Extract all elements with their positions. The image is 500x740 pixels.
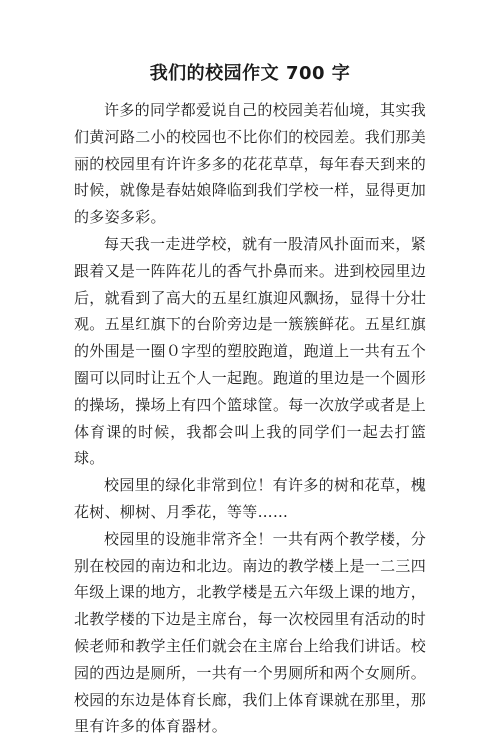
paragraph-facilities: 校园里的设施非常齐全！一共有两个教学楼，分别在校园的南边和北边。南边的教学楼上是一二三四年级上课的地方，北教学楼是五六年级上课的地方，北教学楼的下边是主席台，每一次校园里有活动的时候老师和教学主任们就会在主席台上给我们讲话。校园的西边是厕所，一共有一个男厕所和两个女厕所。校园的东边是体育长廊，我们上体育课就在那里，那里有许多的体育器材。 [74, 529, 426, 736]
document-body [74, 97, 426, 740]
paragraph-entrance: 每天我一走进学校，就有一股清风扑面而来，紧跟着又是一阵阵花儿的香气扑鼻而来。进到校园里边后，就看到了高大的五星红旗迎风飘扬，显得十分壮观。五星红旗下的台阶旁边是一簇簇鲜花。五星红旗的外围是一圈０字型的塑胶跑道，跑道上一共有五个圈可以同时让五个人一起跑。跑道的里边是一个圆形的操场，操场上有四个篮球筐。每一次放学或者是上体育课的时候，我都会叫上我的同学们一起去打篮球。 [74, 234, 426, 468]
paragraph-intro: 许多的同学都爱说自己的校园美若仙境，其实我们黄河路二小的校园也不比你们的校园差。我们那美丽的校园里有许许多多的花花草草，每年春天到来的时候，就像是春姑娘降临到我们学校一样，显得更加的多姿多彩。 [74, 101, 426, 227]
paragraph-greenery: 校园里的绿化非常到位！有许多的树和花草，槐花树、柳树、月季花，等等…… [74, 476, 426, 521]
page-title: 我们的校园作文 700 字 [149, 63, 351, 84]
